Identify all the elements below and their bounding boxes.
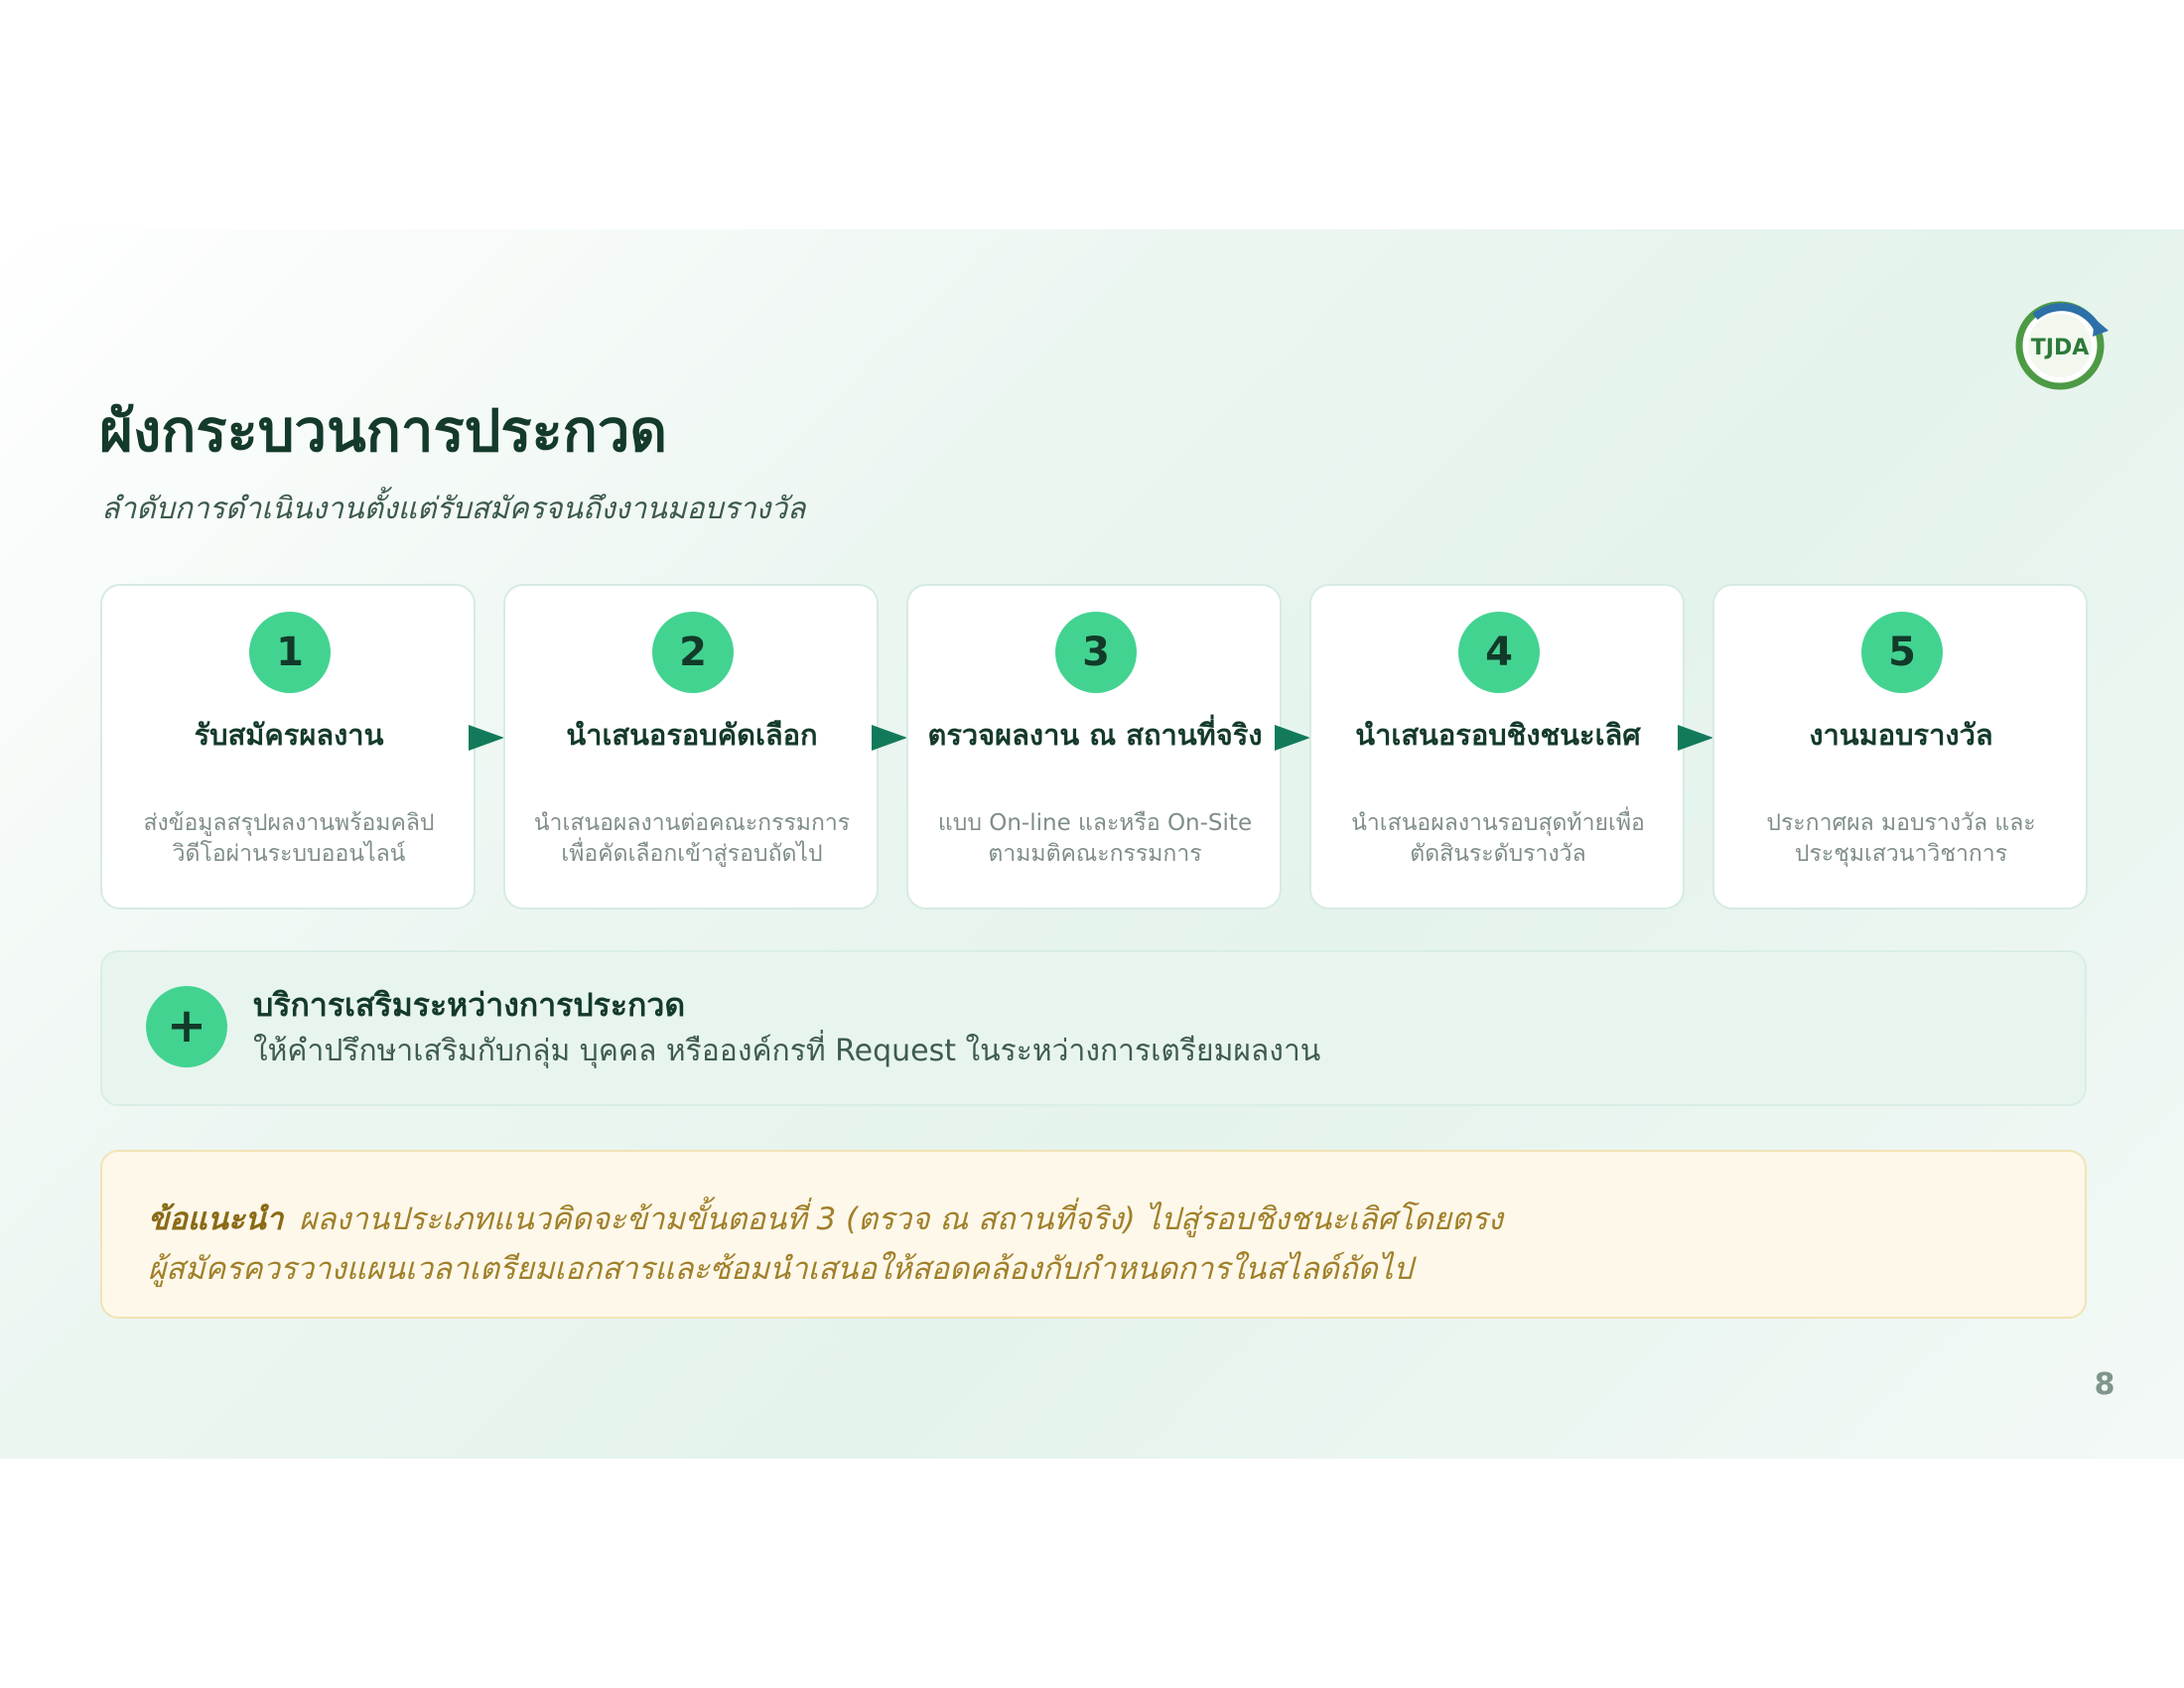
step-number: 5 <box>1861 612 1943 693</box>
step-description-line: ตัดสินระดับรางวัล <box>1410 841 1586 867</box>
step-description <box>517 808 867 870</box>
step-title: รับสมัครผลงาน <box>194 718 384 752</box>
tip-text: ผลงานประเภทแนวคิดจะข้ามขั้นตอนที่ 3 (ตรวจ ณ สถานที่จริง) ไปสู่รอบชิงชนะเลิศโดยตรง <box>299 1201 1503 1237</box>
step-description-line: ส่งข้อมูลสรุปผลงานพร้อมคลิป <box>143 810 435 836</box>
step-number: 2 <box>652 612 734 693</box>
step-number: 4 <box>1458 612 1540 693</box>
svg-text:TJDA: TJDA <box>2030 336 2090 360</box>
step-description <box>920 808 1270 870</box>
slide <box>0 229 2184 1459</box>
step-description-line: นำเสนอผลงานต่อคณะกรรมการ <box>533 810 851 836</box>
extra-service-description: ให้คำปรึกษาเสริมกับกลุ่ม บุคคล หรือองค์กรที่ Request ในระหว่างการเตรียมผลงาน <box>253 1034 1321 1068</box>
extra-service-box <box>100 950 2087 1106</box>
step-description <box>1323 808 1673 870</box>
step-description-line: ประชุมเสวนาวิชาการ <box>1794 841 2008 867</box>
extra-service-title: บริการเสริมระหว่างการประกวด <box>253 986 686 1024</box>
plus-icon: + <box>146 986 227 1067</box>
arrow-right-icon <box>469 725 504 751</box>
step-description-line: เพื่อคัดเลือกเข้าสู่รอบถัดไป <box>561 841 823 867</box>
arrow-right-icon <box>1275 725 1310 751</box>
tip-line-2: ผู้สมัครควรวางแผนเวลาเตรียมเอกสารและซ้อมนำเสนอให้สอดคล้องกับกำหนดการในสไลด์ถัดไป <box>148 1251 1414 1287</box>
step-description-line: ประกาศผล มอบรางวัล และ <box>1766 810 2036 836</box>
tip-label: ข้อแนะนำ <box>148 1201 284 1237</box>
tip-line-1 <box>148 1194 1503 1243</box>
page-title: ผังกระบวนการประกวด <box>99 397 668 465</box>
step-description-line: แบบ On-line และหรือ On-Site <box>937 810 1253 836</box>
step-description <box>1726 808 2076 870</box>
step-card-5 <box>1712 584 2088 910</box>
step-description-line: วิดีโอผ่านระบบออนไลน์ <box>172 841 406 867</box>
arrow-right-icon <box>1678 725 1713 751</box>
step-number: 1 <box>249 612 331 693</box>
step-number: 3 <box>1055 612 1137 693</box>
arrow-right-icon <box>872 725 907 751</box>
step-card-1 <box>100 584 476 910</box>
tjda-logo <box>2013 295 2111 392</box>
page-number: 8 <box>2094 1367 2116 1402</box>
step-description-line: นำเสนอผลงานรอบสุดท้ายเพื่อ <box>1351 810 1645 836</box>
page-subtitle: ลำดับการดำเนินงานตั้งแต่รับสมัครจนถึงงานมอบรางวัล <box>101 492 806 526</box>
step-title: งานมอบรางวัล <box>1809 718 1993 752</box>
step-description-line: ตามมติคณะกรรมการ <box>988 841 1202 867</box>
step-card-2 <box>503 584 879 910</box>
step-card-3 <box>906 584 1282 910</box>
step-title: นำเสนอรอบชิงชนะเลิศ <box>1355 718 1641 752</box>
step-title: ตรวจผลงาน ณ สถานที่จริง <box>927 718 1263 752</box>
tip-box <box>100 1150 2087 1319</box>
step-title: นำเสนอรอบคัดเลือก <box>566 718 818 752</box>
step-card-4 <box>1309 584 1685 910</box>
step-description <box>114 808 464 870</box>
